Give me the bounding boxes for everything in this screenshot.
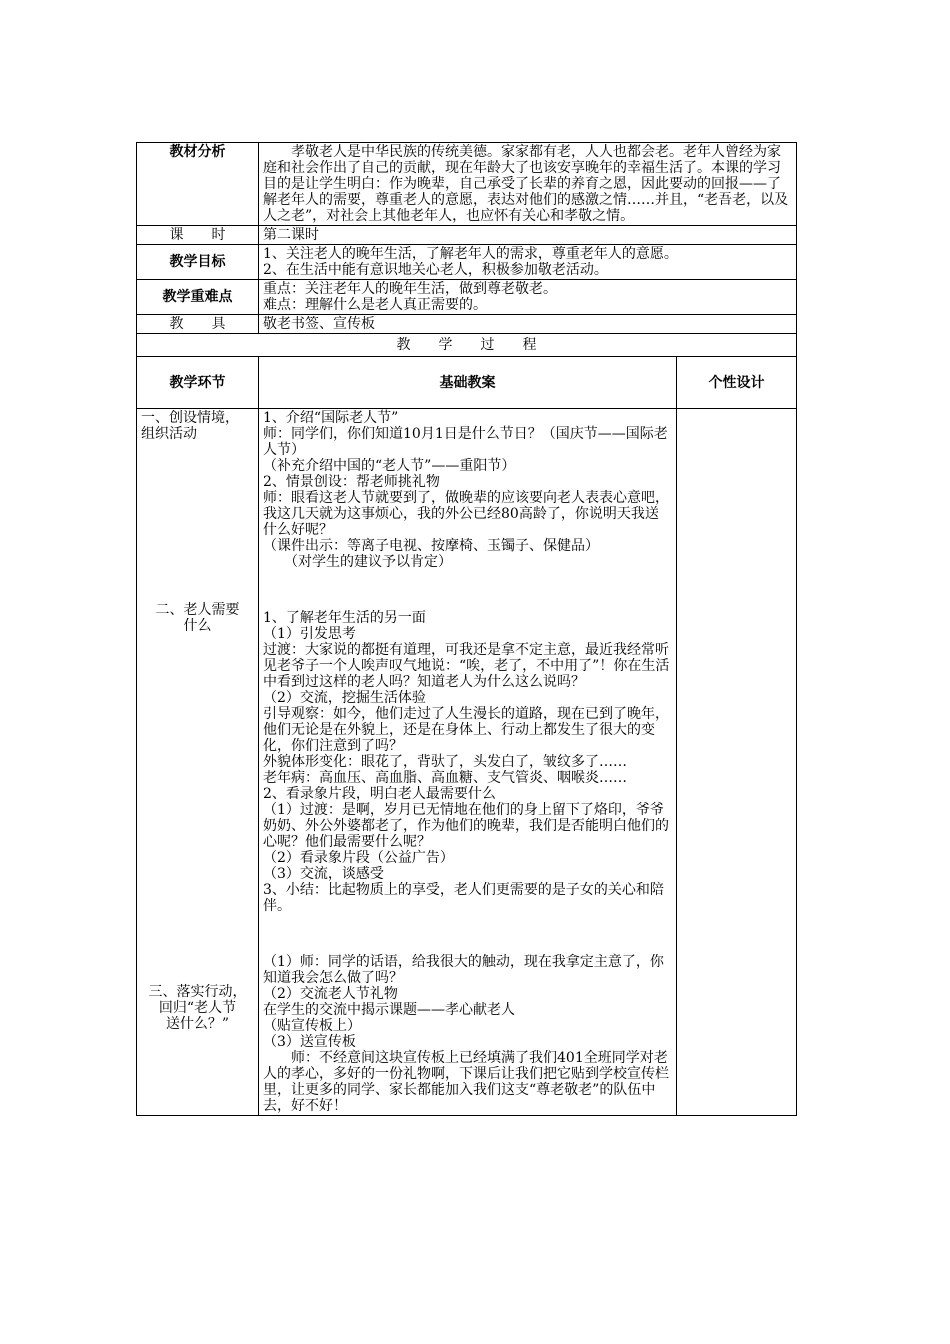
period-label: 课 时: [137, 226, 259, 245]
basic-plan-cell: [259, 409, 677, 1116]
lesson-plan-table: [136, 142, 797, 1116]
process-title-row: [137, 334, 797, 357]
key-points-row: [137, 280, 797, 315]
period-row: [137, 226, 797, 245]
goals-content: [259, 245, 797, 280]
column-header-basic-plan: 基础教案: [259, 357, 677, 409]
analysis-row: [137, 143, 797, 226]
goals-row: [137, 245, 797, 280]
goals-label: 教学目标: [137, 245, 259, 280]
tools-value: 敬老书签、宣传板: [259, 315, 797, 334]
stage-1-plan: 1、介绍“国际老人节” 师：同学们，你们知道10月1日是什么节日？（国庆节——国际老人节） （补充介绍中国的“老人节”——重阳节） 2、情景创设：帮老师挑礼物 师：眼看这老人节就要到了，做晚辈的应该要向老人表表心意吧，我这几天就为这事烦心，我的外公已经80高龄了，你说明天我送什么好呢？ （课件出示：等离子电视、按摩椅、玉镯子、保健品） （对学生的建议予以肯定）: [263, 410, 669, 570]
key-point-item: 难点：理解什么是老人真正需要的。: [263, 297, 487, 313]
tools-row: [137, 315, 797, 334]
column-header-row: [137, 357, 797, 409]
period-value: 第二课时: [259, 226, 797, 245]
process-title: 教 学 过 程: [137, 334, 797, 357]
column-header-stage: 教学环节: [137, 357, 259, 409]
key-points-content: [259, 280, 797, 315]
analysis-text: 孝敬老人是中华民族的传统美德。家家都有老，人人也都会老。老年人曾经为家庭和社会作出了自己的贡献，现在年龄大了也该安享晚年的幸福生活了。本课的学习目的是让学生明白：作为晚辈，自己承受了长辈的养育之恩，因此要动的回报——了解老年人的需要，尊重老人的意愿，表达对他们的感激之情……并且，“老吾老，以及人之老”，对社会上其他老年人，也应怀有关心和孝敬之情。: [259, 143, 797, 226]
stage-3-plan: （1）师：同学的话语，给我很大的触动，现在我拿定主意了，你知道我会怎么做了吗？ （2）交流老人节礼物 在学生的交流中揭示课题——孝心献老人 （贴宣传板上） （3）送宣传板 师：不经意间这块宣传板上已经填满了我们401全班同学对老人的孝心，多好的一份礼物啊，下课后让我们把它贴到学校宣传栏里，让更多的同学、家长都能加入我们这支“尊老敬老”的队伍中去，好不好！: [263, 954, 669, 1114]
goal-item: 2、在生活中能有意识地关心老人，积极参加敬老活动。: [263, 262, 608, 278]
column-header-personal-design: 个性设计: [677, 357, 797, 409]
stage-names-cell: [137, 409, 259, 1116]
stage-2-plan: 1、了解老年生活的另一面 （1）引发思考 过渡：大家说的都挺有道理，可我还是拿不定主意，最近我经常听见老爷子一个人唉声叹气地说：“唉，老了，不中用了”！你在生活中看到过这样的老人吗？知道老人为什么这么说吗？ （2）交流，挖掘生活体验 引导观察：如今，他们走过了人生漫长的道路，现在已到了晚年，他们无论是在外貌上，还是在身体上、行动上都发生了很大的变化，你们注意到了吗？ 外貌体形变化：眼花了，背驮了，头发白了，皱纹多了…… 老年病：高血压、高血脂、高血糖、支气管炎、咽喉炎…… 2、看录象片段，明白老人最需要什么 （1）过渡：是啊，岁月已无情地在他们的身上留下了烙印，爷爷奶奶、外公外婆都老了，作为他们的晚辈，我们是否能明白他们的心呢？他们最需要什么呢？ （2）看录象片段（公益广告） （3）交流，谈感受 3、小结：比起物质上的享受，老人们更需要的是子女的关心和陪伴。: [263, 610, 670, 914]
tools-label: 教 具: [137, 315, 259, 334]
analysis-label: 教材分析: [137, 143, 259, 226]
stage-3-name: 三、落实行动， 回归“老人节 送什么？”: [148, 984, 247, 1032]
personal-design-cell: [677, 409, 797, 1116]
stage-2-name: 二、老人需要 什么: [155, 602, 240, 634]
key-points-label: 教学重难点: [137, 280, 259, 315]
key-point-item: 重点：关注老年人的晚年生活，做到尊老敬老。: [263, 281, 557, 297]
process-body-row: [137, 409, 797, 1116]
goal-item: 1、关注老人的晚年生活，了解老年人的需求，尊重老年人的意愿。: [263, 246, 678, 262]
stage-1-name: 一、创设情境， 组织活动: [141, 410, 239, 442]
